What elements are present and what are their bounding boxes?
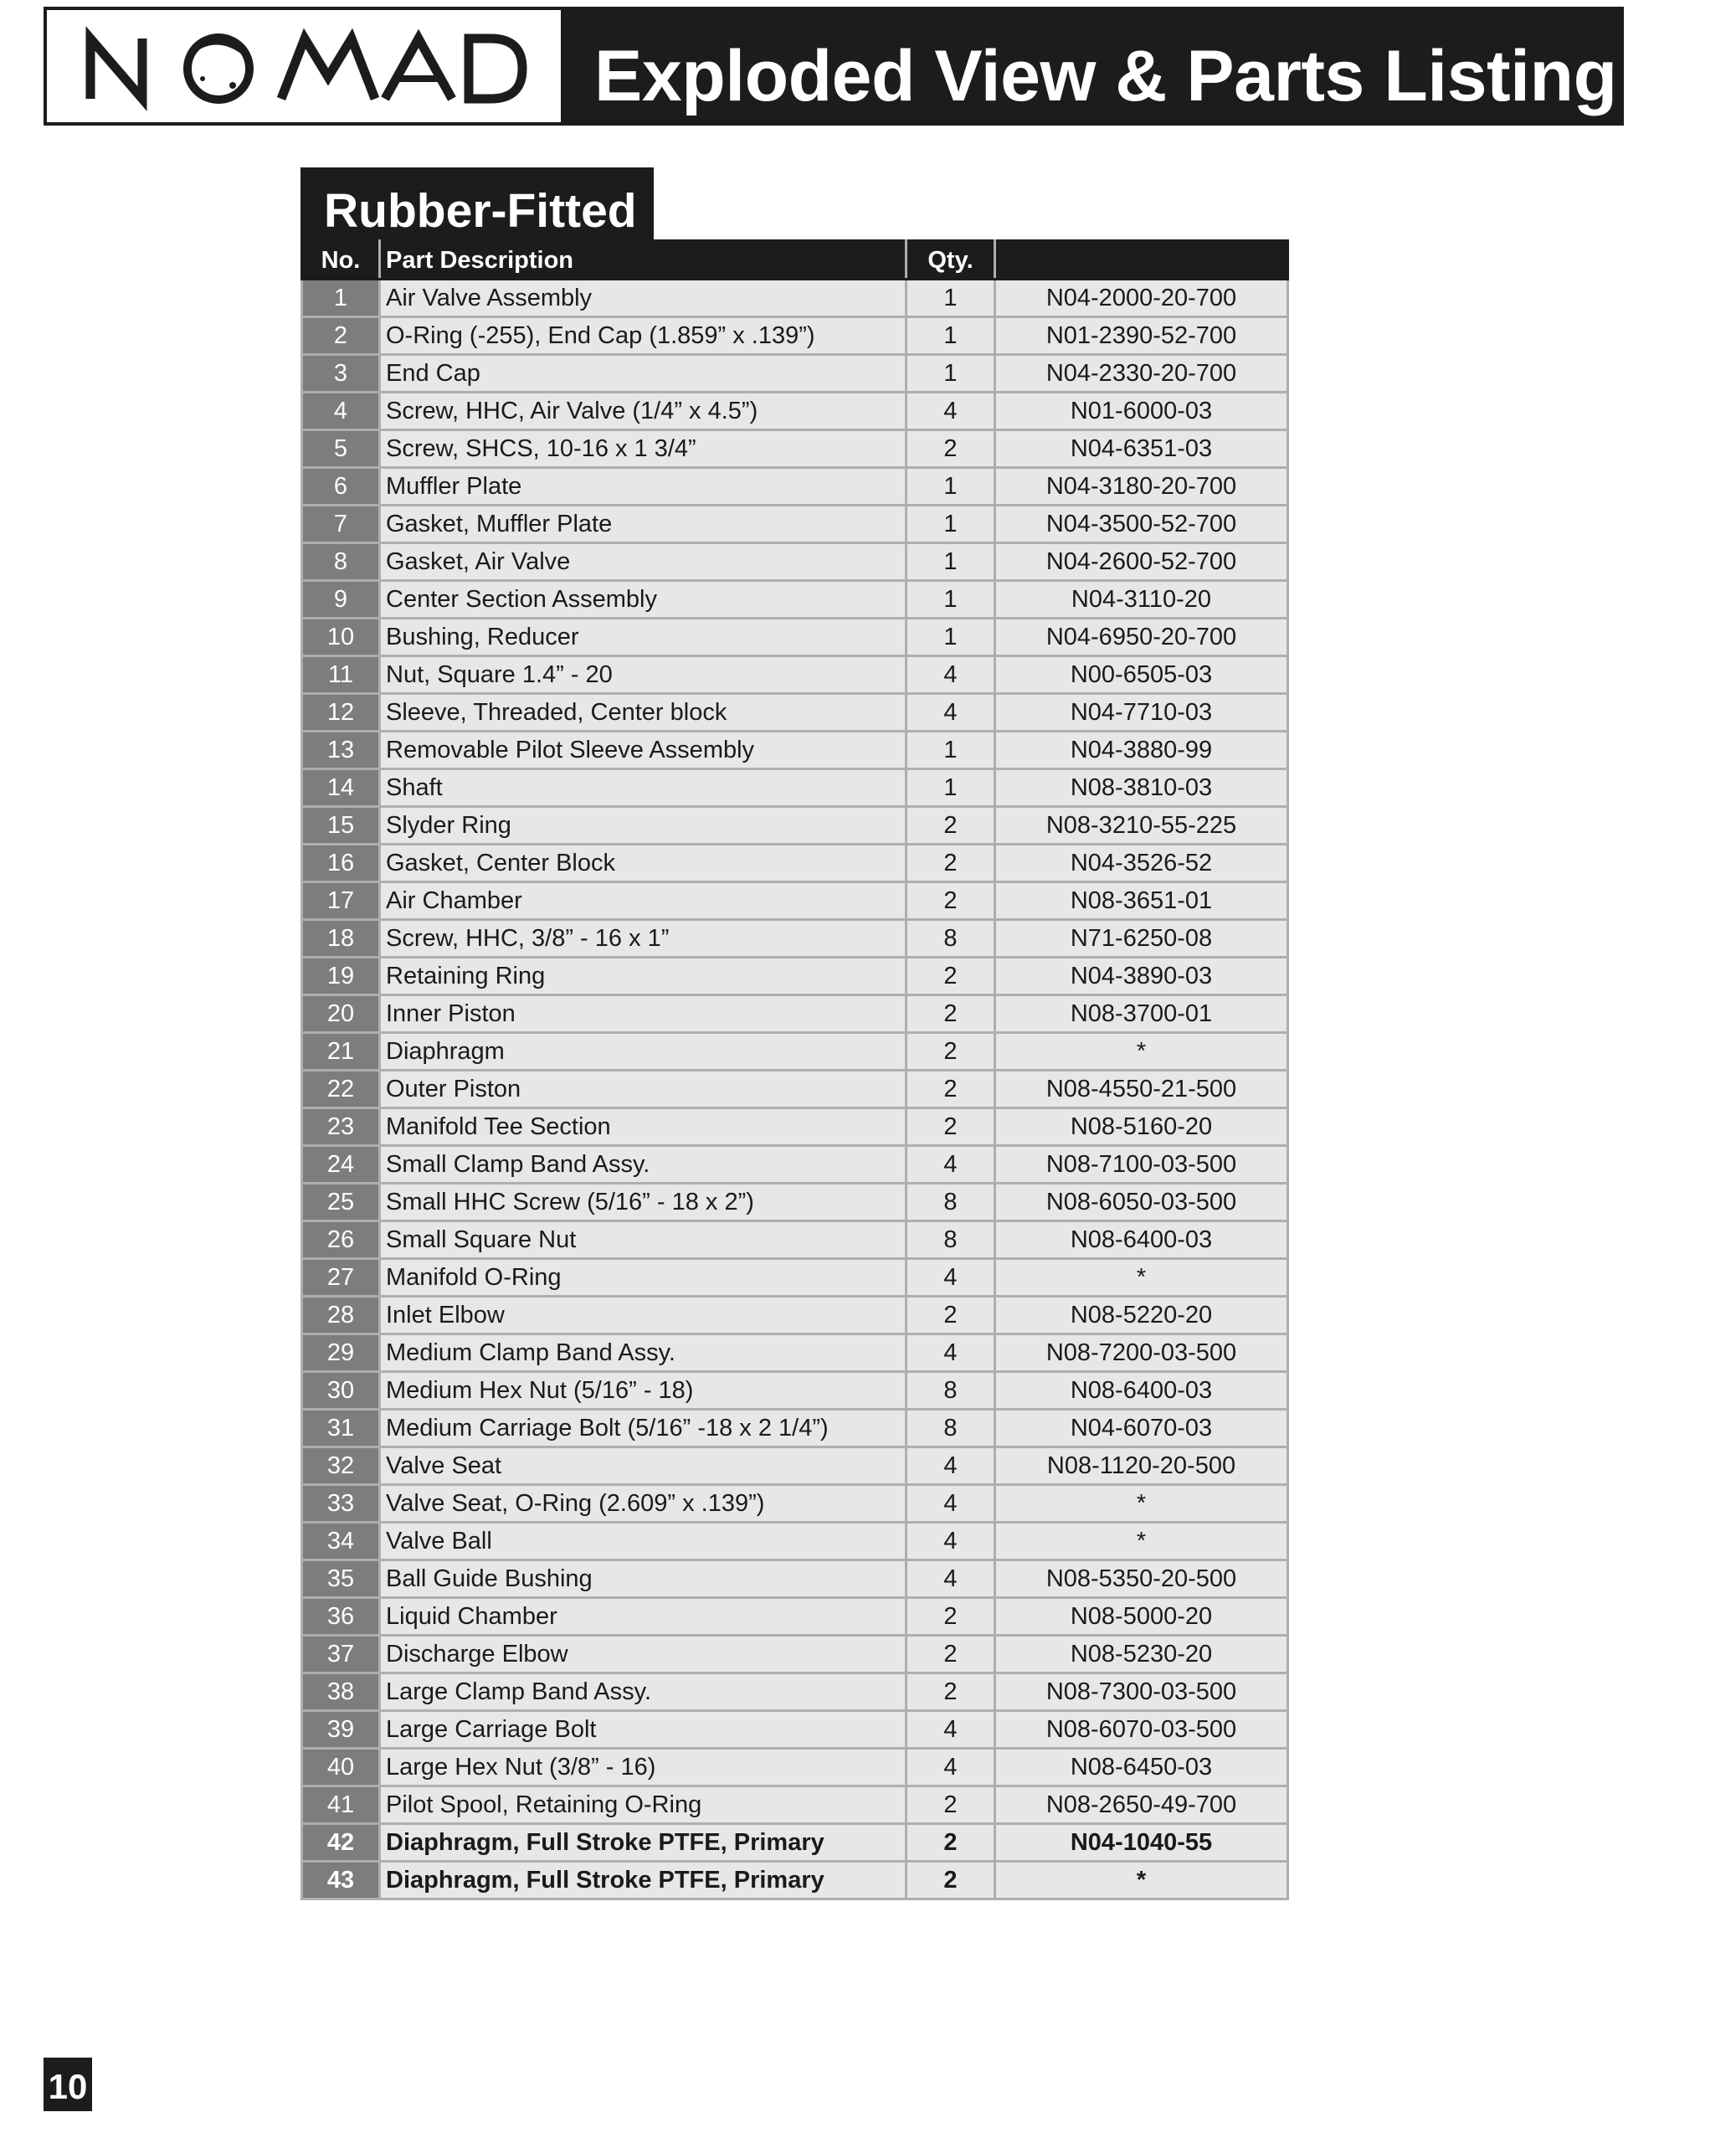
part-number: N08-3700-01 [995,995,1288,1033]
quantity: 4 [907,1749,995,1786]
part-number: N08-5160-20 [995,1108,1288,1146]
quantity: 1 [907,732,995,769]
table-row [302,995,1288,1033]
table-row [302,1372,1288,1410]
nomad-logo-icon [47,10,561,122]
part-number: N04-3110-20 [995,581,1288,619]
quantity: 2 [907,1598,995,1636]
table-row [302,1673,1288,1711]
part-description: Screw, HHC, Air Valve (1/4” x 4.5”) [380,393,907,430]
page-number: 10 [44,2058,92,2111]
quantity: 1 [907,355,995,393]
row-number: 24 [302,1146,380,1184]
row-number: 4 [302,393,380,430]
part-description: Medium Carriage Bolt (5/16” -18 x 2 1/4”) [380,1410,907,1447]
part-description: Small Clamp Band Assy. [380,1146,907,1184]
table-row [302,1711,1288,1749]
part-description: Ball Guide Bushing [380,1560,907,1598]
page-header [44,7,1624,126]
part-number: N08-3810-03 [995,769,1288,807]
part-number: * [995,1033,1288,1071]
quantity: 2 [907,958,995,995]
table-row [302,355,1288,393]
part-description: Retaining Ring [380,958,907,995]
row-number: 32 [302,1447,380,1485]
part-number: N08-6450-03 [995,1749,1288,1786]
row-number: 16 [302,845,380,882]
part-description: Valve Ball [380,1523,907,1560]
table-row [302,958,1288,995]
part-number: * [995,1523,1288,1560]
quantity: 1 [907,317,995,355]
quantity: 2 [907,1071,995,1108]
row-number: 5 [302,430,380,468]
quantity: 8 [907,1372,995,1410]
quantity: 4 [907,1485,995,1523]
table-row [302,1485,1288,1523]
part-description: Gasket, Air Valve [380,543,907,581]
quantity: 2 [907,807,995,845]
table-row [302,506,1288,543]
row-number: 37 [302,1636,380,1673]
row-number: 33 [302,1485,380,1523]
quantity: 2 [907,1108,995,1146]
row-number: 13 [302,732,380,769]
table-row [302,1636,1288,1673]
table-row [302,1598,1288,1636]
quantity: 8 [907,1221,995,1259]
table-row [302,1410,1288,1447]
quantity: 2 [907,1862,995,1899]
row-number: 31 [302,1410,380,1447]
quantity: 2 [907,845,995,882]
row-number: 25 [302,1184,380,1221]
table-row [302,1108,1288,1146]
part-description: Valve Seat, O-Ring (2.609” x .139”) [380,1485,907,1523]
table-row [302,694,1288,732]
part-number: N08-4550-21-500 [995,1071,1288,1108]
table-row [302,619,1288,656]
table-row [302,656,1288,694]
row-number: 8 [302,543,380,581]
part-number: N08-5350-20-500 [995,1560,1288,1598]
quantity: 1 [907,769,995,807]
table-row [302,1786,1288,1824]
row-number: 7 [302,506,380,543]
quantity: 4 [907,1334,995,1372]
quantity: 2 [907,430,995,468]
table-row [302,430,1288,468]
quantity: 2 [907,1636,995,1673]
row-number: 17 [302,882,380,920]
row-number: 34 [302,1523,380,1560]
part-description: Slyder Ring [380,807,907,845]
part-description: Liquid Chamber [380,1598,907,1636]
part-description: Removable Pilot Sleeve Assembly [380,732,907,769]
part-description: Medium Hex Nut (5/16” - 18) [380,1372,907,1410]
part-description: Large Clamp Band Assy. [380,1673,907,1711]
table-row [302,280,1288,317]
parts-table [300,239,1289,1900]
part-number: N08-6070-03-500 [995,1711,1288,1749]
part-number: N08-6050-03-500 [995,1184,1288,1221]
part-number: * [995,1259,1288,1297]
table-row [302,732,1288,769]
part-number: N08-7300-03-500 [995,1673,1288,1711]
row-number: 18 [302,920,380,958]
part-description: Discharge Elbow [380,1636,907,1673]
row-number: 30 [302,1372,380,1410]
table-row [302,920,1288,958]
row-number: 15 [302,807,380,845]
part-description: Medium Clamp Band Assy. [380,1334,907,1372]
table-row [302,1862,1288,1899]
quantity: 2 [907,1297,995,1334]
part-number: N04-6950-20-700 [995,619,1288,656]
part-description: Center Section Assembly [380,581,907,619]
part-number: N04-3890-03 [995,958,1288,995]
table-row [302,845,1288,882]
table-row [302,1071,1288,1108]
quantity: 1 [907,468,995,506]
part-number: N04-3180-20-700 [995,468,1288,506]
part-number: N04-1040-55 [995,1824,1288,1862]
table-row [302,1824,1288,1862]
part-description: Gasket, Muffler Plate [380,506,907,543]
quantity: 2 [907,1786,995,1824]
part-number: N04-3526-52 [995,845,1288,882]
part-description: Muffler Plate [380,468,907,506]
quantity: 4 [907,1146,995,1184]
part-description: Air Chamber [380,882,907,920]
part-description: Screw, SHCS, 10-16 x 1 3/4” [380,430,907,468]
row-number: 10 [302,619,380,656]
table-row [302,1259,1288,1297]
header-part-number [995,241,1288,280]
part-description: Gasket, Center Block [380,845,907,882]
part-description: Shaft [380,769,907,807]
row-number: 20 [302,995,380,1033]
quantity: 2 [907,1824,995,1862]
row-number: 3 [302,355,380,393]
part-description: Small Square Nut [380,1221,907,1259]
row-number: 11 [302,656,380,694]
part-number: N08-5000-20 [995,1598,1288,1636]
row-number: 23 [302,1108,380,1146]
part-number: N04-6070-03 [995,1410,1288,1447]
table-row [302,1221,1288,1259]
part-number: N01-2390-52-700 [995,317,1288,355]
table-row [302,1033,1288,1071]
quantity: 4 [907,1259,995,1297]
part-number: N71-6250-08 [995,920,1288,958]
table-row [302,543,1288,581]
part-description: Outer Piston [380,1071,907,1108]
table-row [302,468,1288,506]
row-number: 27 [302,1259,380,1297]
part-description: O-Ring (-255), End Cap (1.859” x .139”) [380,317,907,355]
row-number: 26 [302,1221,380,1259]
row-number: 35 [302,1560,380,1598]
row-number: 38 [302,1673,380,1711]
header-qty: Qty. [907,241,995,280]
table-row [302,769,1288,807]
part-number: N08-7200-03-500 [995,1334,1288,1372]
row-number: 2 [302,317,380,355]
part-number: N04-7710-03 [995,694,1288,732]
table-row [302,1523,1288,1560]
part-number: N08-6400-03 [995,1221,1288,1259]
row-number: 43 [302,1862,380,1899]
table-body [302,280,1288,1899]
quantity: 2 [907,1033,995,1071]
quantity: 1 [907,581,995,619]
part-number: N08-3651-01 [995,882,1288,920]
part-description: Sleeve, Threaded, Center block [380,694,907,732]
table-row [302,882,1288,920]
quantity: 2 [907,882,995,920]
quantity: 2 [907,995,995,1033]
row-number: 12 [302,694,380,732]
part-description: Inlet Elbow [380,1297,907,1334]
part-description: Diaphragm, Full Stroke PTFE, Primary [380,1862,907,1899]
part-number: N08-5230-20 [995,1636,1288,1673]
row-number: 22 [302,1071,380,1108]
table-row [302,1334,1288,1372]
part-number: N08-6400-03 [995,1372,1288,1410]
row-number: 36 [302,1598,380,1636]
quantity: 1 [907,280,995,317]
quantity: 4 [907,393,995,430]
table-row [302,393,1288,430]
row-number: 9 [302,581,380,619]
part-number: N01-6000-03 [995,393,1288,430]
page-title: Exploded View & Parts Listing [594,36,1617,116]
row-number: 29 [302,1334,380,1372]
row-number: 6 [302,468,380,506]
part-description: Large Carriage Bolt [380,1711,907,1749]
row-number: 19 [302,958,380,995]
table-header-row [302,241,1288,280]
quantity: 1 [907,619,995,656]
quantity: 8 [907,1410,995,1447]
part-description: Diaphragm, Full Stroke PTFE, Primary [380,1824,907,1862]
table-row [302,581,1288,619]
quantity: 8 [907,1184,995,1221]
part-description: End Cap [380,355,907,393]
part-number: N00-6505-03 [995,656,1288,694]
part-description: Large Hex Nut (3/8” - 16) [380,1749,907,1786]
part-number: N04-2600-52-700 [995,543,1288,581]
brand-logo [47,10,561,122]
quantity: 4 [907,694,995,732]
part-description: Screw, HHC, 3/8” - 16 x 1” [380,920,907,958]
header-no: No. [302,241,380,280]
section-title: Rubber-Fitted [300,167,654,239]
table-row [302,1184,1288,1221]
part-number: N08-5220-20 [995,1297,1288,1334]
part-number: N04-2330-20-700 [995,355,1288,393]
row-number: 39 [302,1711,380,1749]
part-description: Manifold Tee Section [380,1108,907,1146]
quantity: 2 [907,1673,995,1711]
quantity: 1 [907,543,995,581]
row-number: 1 [302,280,380,317]
part-number: N08-2650-49-700 [995,1786,1288,1824]
quantity: 8 [907,920,995,958]
part-number: N08-1120-20-500 [995,1447,1288,1485]
quantity: 1 [907,506,995,543]
quantity: 4 [907,1523,995,1560]
table-row [302,1447,1288,1485]
header-description: Part Description [380,241,907,280]
quantity: 4 [907,1447,995,1485]
table-row [302,317,1288,355]
quantity: 4 [907,1711,995,1749]
row-number: 42 [302,1824,380,1862]
row-number: 21 [302,1033,380,1071]
quantity: 4 [907,1560,995,1598]
part-number: N04-3880-99 [995,732,1288,769]
part-description: Small HHC Screw (5/16” - 18 x 2”) [380,1184,907,1221]
table-row [302,807,1288,845]
part-description: Nut, Square 1.4” - 20 [380,656,907,694]
part-number: N04-6351-03 [995,430,1288,468]
part-number: * [995,1485,1288,1523]
row-number: 28 [302,1297,380,1334]
part-description: Bushing, Reducer [380,619,907,656]
part-number: N08-3210-55-225 [995,807,1288,845]
part-description: Air Valve Assembly [380,280,907,317]
part-number: N08-7100-03-500 [995,1146,1288,1184]
table-row [302,1297,1288,1334]
row-number: 40 [302,1749,380,1786]
row-number: 41 [302,1786,380,1824]
part-number: N04-2000-20-700 [995,280,1288,317]
part-number: N04-3500-52-700 [995,506,1288,543]
table-row [302,1749,1288,1786]
part-description: Valve Seat [380,1447,907,1485]
row-number: 14 [302,769,380,807]
quantity: 4 [907,656,995,694]
part-description: Pilot Spool, Retaining O-Ring [380,1786,907,1824]
table-row [302,1560,1288,1598]
part-description: Manifold O-Ring [380,1259,907,1297]
part-description: Inner Piston [380,995,907,1033]
part-number: * [995,1862,1288,1899]
part-description: Diaphragm [380,1033,907,1071]
table-row [302,1146,1288,1184]
